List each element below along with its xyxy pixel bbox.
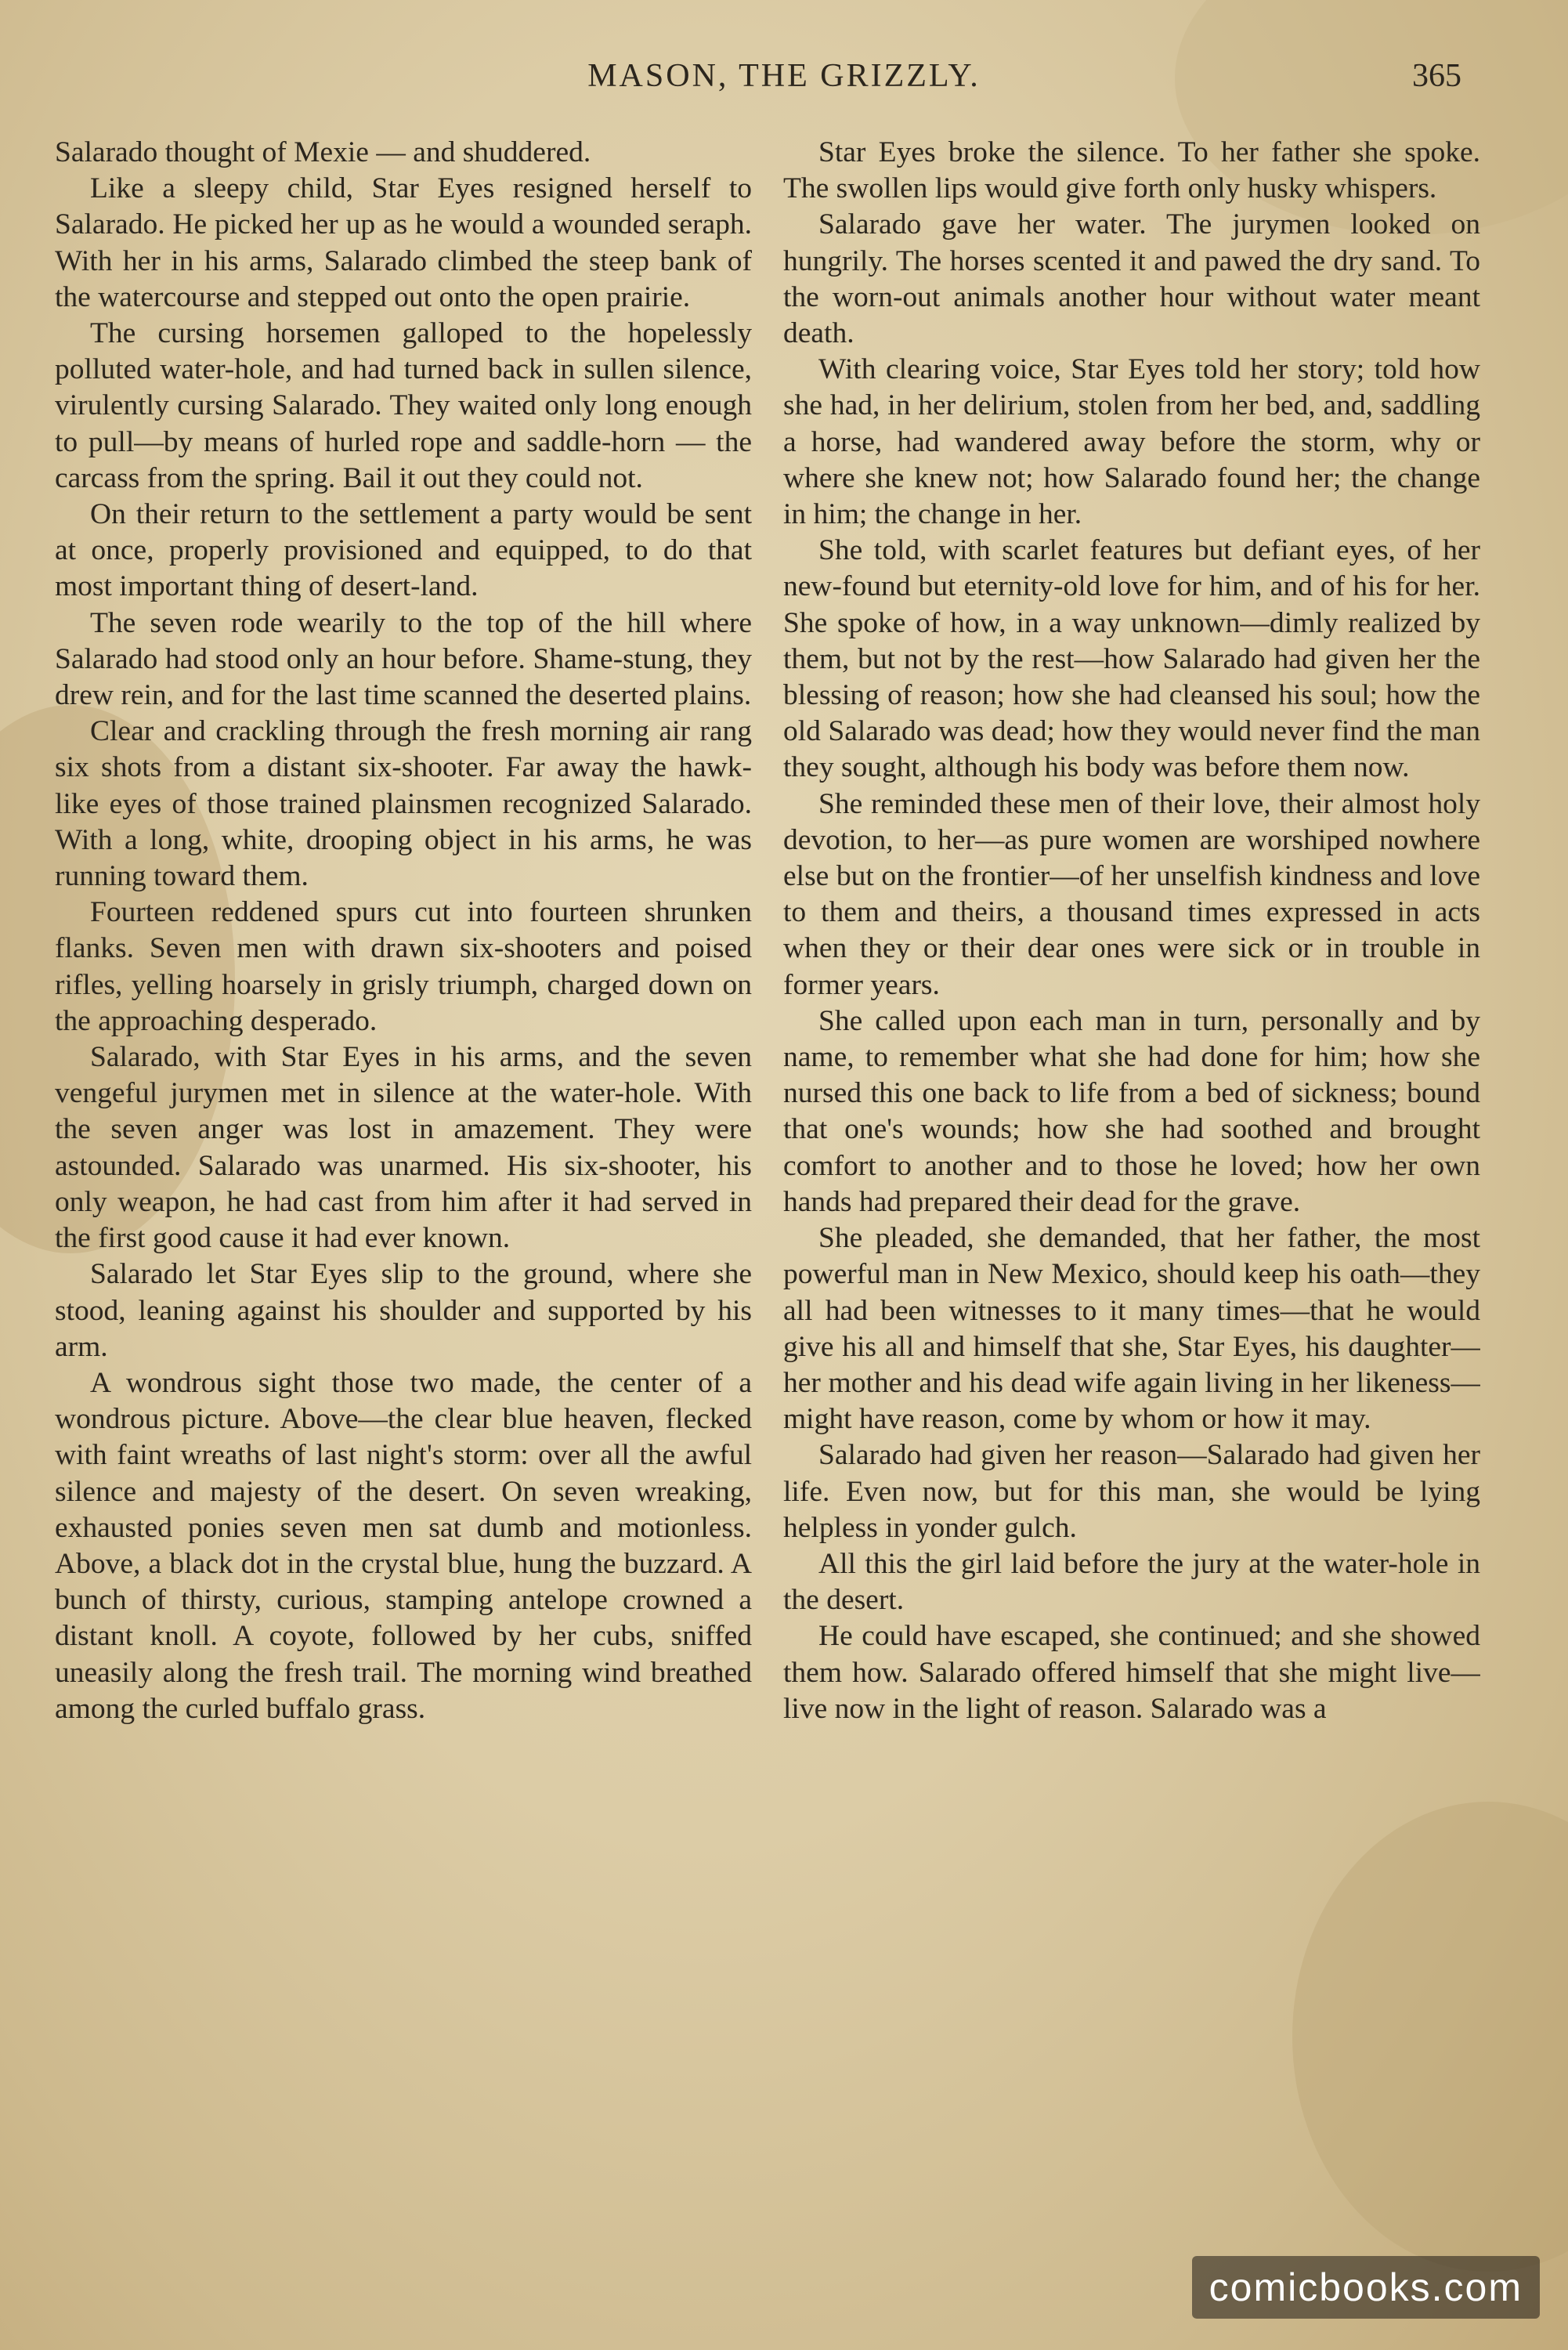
paragraph: On their return to the settlement a party would be sent at once, properly provisioned and equipped, to do that most important thing of desert-land. xyxy=(55,498,752,603)
paragraph: He could have escaped, she continued; and she showed them how. Salarado offered himself that she might live—live now in the light of reason. Salarado was a xyxy=(783,1620,1480,1725)
paragraph: Salarado thought of Mexie — and shuddered. xyxy=(55,136,591,168)
paragraph: Salarado had given her reason—Salarado had given her life. Even now, but for this man, she would be lying helpless in yonder gulch. xyxy=(783,1439,1480,1544)
paragraph: Salarado gave her water. The jurymen looked on hungrily. The horses scented it and pawed the dry sand. To the worn-out animals another hour without water meant death. xyxy=(783,208,1480,350)
paragraph: Salarado let Star Eyes slip to the ground, where she stood, leaning against his shoulder and supported by his arm. xyxy=(55,1258,752,1363)
paragraph: All this the girl laid before the jury at the water-hole in the desert. xyxy=(783,1547,1480,1617)
paragraph: The seven rode wearily to the top of the hill where Salarado had stood only an hour before. Shame-stung, they drew rein, and for the last time scanned the deserted plains. xyxy=(55,606,752,712)
paragraph: The cursing horsemen galloped to the hopelessly polluted water-hole, and had turned back in sullen silence, virulently cursing Salarado. They waited only long enough to pull—by means of hurled rope and saddle-horn — the carcass from the spring. Bail it out they could not. xyxy=(55,317,752,494)
paragraph: A wondrous sight those two made, the center of a wondrous picture. Above—the clear blue heaven, flecked with faint wreaths of last night's storm: over all the awful silence and majesty of the desert. On seven wreaking, exhausted ponies seven men sat dumb and motionless. Above, a black dot in the crystal blue, hung the buzzard. A bunch of thirsty, curious, stamping antelope crowned a distant knoll. A coyote, followed by her cubs, sniffed uneasily along the fresh trail. The morning wind breathed among the curled buffalo grass. xyxy=(55,1366,752,1725)
right-column xyxy=(783,135,1480,2234)
paragraph: Like a sleepy child, Star Eyes resigned herself to Salarado. He picked her up as he would a wounded seraph. With her in his arms, Salarado climbed the steep bank of the watercourse and stepped out onto the open prairie. xyxy=(55,172,752,313)
paragraph: She reminded these men of their love, their almost holy devotion, to her—as pure women are worshiped nowhere else but on the frontier—of her unselfish kindness and love to them and theirs, a thousand times expressed in acts when they or their dear ones were sick or in trouble in former years. xyxy=(783,787,1480,1001)
paragraph: With clearing voice, Star Eyes told her story; told how she had, in her delirium, stolen from her bed, and, saddling a horse, had wandered away before the storm, why or where she knew not; how Salarado found her; the change in him; the change in her. xyxy=(783,353,1480,531)
page-header xyxy=(0,49,1568,103)
running-title: MASON, THE GRIZZLY. xyxy=(587,58,981,94)
watermark: comicbooks.com xyxy=(1192,2256,1540,2319)
paragraph: Fourteen reddened spurs cut into fourteen shrunken flanks. Seven men with drawn six-shooters and poised rifles, yelling hoarsely in grisly triumph, charged down on the approaching desperado. xyxy=(55,896,752,1037)
paragraph: Clear and crackling through the fresh morning air rang six shots from a distant six-shooter. Far away the hawk-like eyes of those trained plainsmen recognized Salarado. With a long, white, drooping object in his arms, he was running toward them. xyxy=(55,715,752,893)
paragraph: She told, with scarlet features but defiant eyes, of her new-found but eternity-old love for him, and of his for her. She spoke of how, in a way unknown—dimly realized by them, but not by the rest—how Salarado had given her the blessing of reason; how she had cleansed his soul; how the old Salarado was dead; how they would never find the man they sought, although his body was before them now. xyxy=(783,534,1480,784)
left-column xyxy=(55,135,752,2234)
paragraph: She called upon each man in turn, personally and by name, to remember what she had done for him; how she nursed this one back to life from a bed of sickness; bound that one's wounds; how she had soothed and brought comfort to another and to those he loved; how her own hands had prepared their dead for the grave. xyxy=(783,1004,1480,1218)
paragraph: She pleaded, she demanded, that her father, the most powerful man in New Mexico, should keep his oath—they all had been witnesses to it many times—that he would give his all and himself that she, Star Eyes, his daughter—her mother and his dead wife again living in her likeness—might have reason, come by whom or how it may. xyxy=(783,1222,1480,1436)
page-number: 365 xyxy=(1412,58,1461,94)
paragraph: Star Eyes broke the silence. To her father she spoke. The swollen lips would give forth only husky whispers. xyxy=(783,136,1480,205)
paragraph: Salarado, with Star Eyes in his arms, and the seven vengeful jurymen met in silence at the water-hole. With the seven anger was lost in amazement. They were astounded. Salarado was unarmed. His six-shooter, his only weapon, he had cast from him after it had served in the first good cause it had ever known. xyxy=(55,1041,752,1255)
